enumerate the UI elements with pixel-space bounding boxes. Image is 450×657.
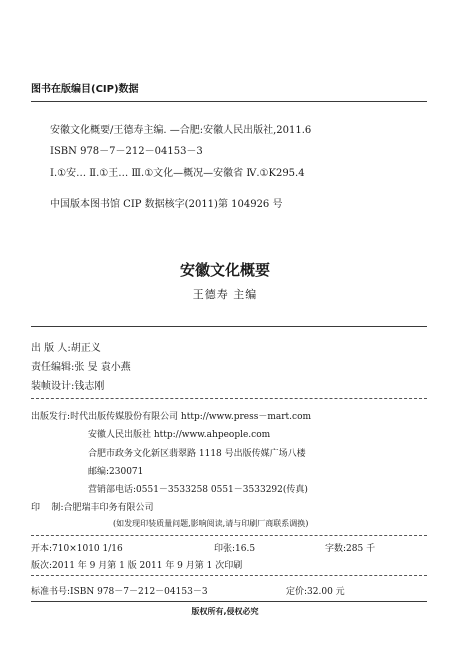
cip-top-rule <box>31 101 427 102</box>
credit-designer <box>31 377 104 392</box>
credit-editor <box>31 358 131 373</box>
publisher-line-1 <box>31 409 311 422</box>
book-title: 安徽文化概要 <box>179 261 270 279</box>
credits-rule <box>31 398 427 399</box>
specs-rule <box>31 575 427 576</box>
printer-value: 合肥瑞丰印务有限公司 <box>63 503 154 513</box>
printer-rule <box>31 535 427 536</box>
credit-colon: : <box>71 362 75 373</box>
cip-heading: 图书在版编目(CIP)数据 <box>31 84 139 95</box>
publisher-value: 时代出版传媒股份有限公司 http://www.press－mart.com <box>70 412 312 422</box>
credit-label: 装帧设计 <box>31 381 71 392</box>
printer-label: 印 制 <box>31 503 61 513</box>
footer-rule <box>31 601 427 602</box>
standard-book-number: 标准书号:ISBN 978－7－212－04153－3 <box>31 587 208 597</box>
price: 定价:32.00 元 <box>286 587 345 597</box>
publisher-colon: : <box>67 412 71 422</box>
credit-label: 责任编辑 <box>31 362 71 373</box>
cip-classification: Ⅰ.①安… Ⅱ.①王… Ⅲ.①文化—概况—安徽省 Ⅳ.①K295.4 <box>50 168 305 179</box>
cip-bibliographic-line: 安徽文化概要/王德寿主编. —合肥:安徽人民出版社,2011.6 <box>50 125 312 136</box>
credit-value: 张 旻 袁小燕 <box>74 362 131 373</box>
title-rule <box>31 326 427 327</box>
spec-words: 字数:285 千 <box>325 544 376 554</box>
credit-colon: : <box>67 343 71 354</box>
credit-value: 钱志刚 <box>74 381 105 392</box>
printer-colon: : <box>60 503 64 513</box>
publisher-line-4: 邮编:230071 <box>88 467 144 477</box>
publisher-label: 出版发行 <box>31 412 68 422</box>
spec-sheets: 印张:16.5 <box>214 544 256 554</box>
cip-isbn: ISBN 978－7－212－04153－3 <box>50 146 203 157</box>
publisher-line-2: 安徽人民出版社 http://www.ahpeople.com <box>88 430 271 440</box>
printer-line <box>31 500 154 513</box>
credit-label: 出 版 人 <box>31 343 68 354</box>
spec-edition: 版次:2011 年 9 月第 1 版 2011 年 9 月第 1 次印刷 <box>31 561 243 571</box>
copyright-notice: 版权所有,侵权必究 <box>191 607 259 616</box>
publisher-line-3: 合肥市政务文化新区翡翠路 1118 号出版传媒广场八楼 <box>88 449 306 459</box>
printer-note: (如发现印装质量问题,影响阅读,请与印刷厂商联系调换) <box>113 519 309 528</box>
credit-publisher-person <box>31 339 101 354</box>
credit-value: 胡正义 <box>70 343 101 354</box>
cip-library-note: 中国版本图书馆 CIP 数据核字(2011)第 104926 号 <box>50 199 283 210</box>
spec-format: 开本:710×1010 1/16 <box>31 544 123 554</box>
book-editor: 王德寿 主编 <box>192 288 258 301</box>
publisher-line-5: 营销部电话:0551－3533258 0551－3533292(传真) <box>88 485 308 495</box>
credit-colon: : <box>71 381 75 392</box>
